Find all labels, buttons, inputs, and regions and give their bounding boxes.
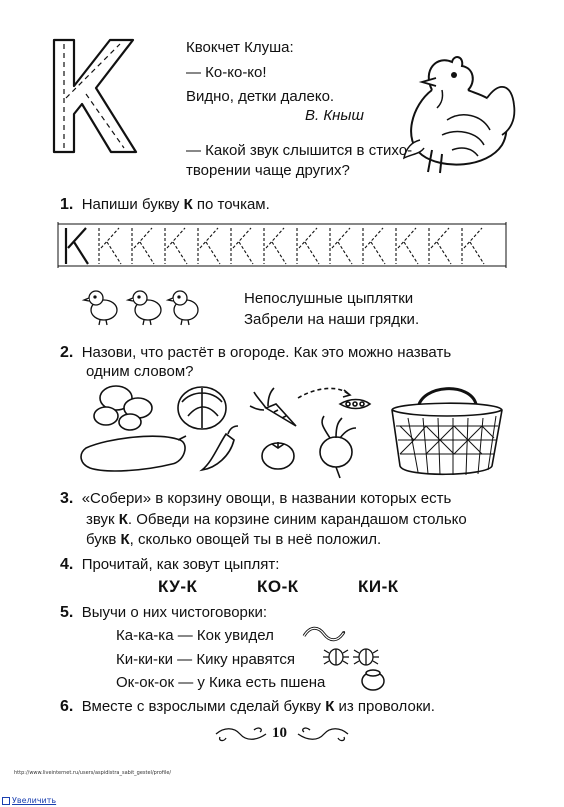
- task2-line-1: [60, 343, 451, 363]
- tracing-letter-k: [198, 228, 220, 264]
- task6-text-end: из проволоки.: [334, 698, 435, 715]
- task5-text: Выучи о них чистоговорки:: [81, 604, 267, 621]
- ornament-left: [214, 725, 268, 743]
- task3-bold-letter-2: К: [120, 531, 130, 548]
- task3-text-3b: , сколько овощей ты в неё положил.: [129, 531, 382, 548]
- task3-text-2a: звук: [86, 511, 119, 528]
- task3-text-3a: букв: [86, 531, 121, 548]
- vegetables-illustration: [78, 382, 518, 480]
- task3-text-2b: . Обведи на корзине синим карандашом столько: [127, 511, 467, 528]
- task2-number: 2.: [60, 344, 74, 361]
- cabbage-icon: [178, 387, 226, 429]
- big-letter-k: [40, 36, 140, 156]
- tracing-letter-k: [231, 228, 253, 264]
- poem2-line-2: Забрели на наши грядки.: [244, 311, 420, 328]
- ornament-right: [296, 725, 350, 743]
- poem1-line-2: — Ко-ко-ко!: [186, 64, 267, 81]
- task2-line-2: одним словом?: [86, 363, 194, 380]
- tracing-letter-k: [297, 228, 319, 264]
- tracing-letter-k: [165, 228, 187, 264]
- task2-text: Назови, что растёт в огороде. Как это можно назвать: [81, 344, 452, 361]
- bugs-icon: [322, 645, 382, 667]
- task1-number: 1.: [60, 196, 74, 213]
- task4-line: [60, 555, 279, 575]
- task3-line-1: [60, 489, 451, 509]
- poem1-line-3: Видно, детки далеко.: [186, 88, 335, 105]
- task1-text: Напиши букву: [81, 196, 184, 213]
- carrot-icon: [250, 388, 296, 426]
- chicks-illustration: [86, 288, 196, 326]
- task5-line: [60, 603, 267, 623]
- basket-icon: [392, 389, 502, 475]
- task1-bold-letter: К: [183, 196, 193, 213]
- task3-text-1: «Собери» в корзину овощи, в названии которых есть: [81, 490, 452, 507]
- tomato-icon: [262, 442, 294, 469]
- pea-pod-icon: [340, 400, 370, 409]
- task6-text: Вместе с взрослыми сделай букву: [81, 698, 326, 715]
- task3-number: 3.: [60, 490, 74, 507]
- task1: [60, 195, 270, 215]
- pot-icon: [360, 666, 386, 692]
- tracing-letter-k: [264, 228, 286, 264]
- task6-bold-letter: К: [325, 698, 335, 715]
- task5-number: 5.: [60, 604, 74, 621]
- tongue-twister-2: Ки-ки-ки — Кику нравятся: [116, 651, 296, 668]
- tracing-letter-k: [132, 228, 154, 264]
- chick-name-3: КИ-К: [358, 577, 399, 596]
- task3-bold-letter-1: К: [118, 511, 128, 528]
- task3-line-3: [86, 530, 381, 550]
- tracing-letter-k: [330, 228, 352, 264]
- tracing-letter-k: [396, 228, 418, 264]
- tracing-letter-k: [363, 228, 385, 264]
- question-line-2: творении чаще других?: [186, 162, 350, 179]
- task6-line: [60, 697, 435, 717]
- footer-url[interactable]: http://www.liveinternet.ru/users/aspidistra_sabit_gestel/profile/: [14, 770, 172, 776]
- potato-icon: [94, 386, 152, 430]
- zoom-link[interactable]: Увеличить: [12, 796, 57, 805]
- task3-line-2: [86, 510, 467, 530]
- zoom-icon[interactable]: [2, 797, 10, 805]
- task1-text-end: по точкам.: [192, 196, 270, 213]
- page-number: 10: [272, 725, 287, 741]
- tracing-letter-k: [99, 228, 121, 264]
- task6-number: 6.: [60, 698, 74, 715]
- beet-icon: [320, 416, 356, 478]
- tracing-letter-k: [66, 228, 88, 264]
- worm-icon: [300, 624, 348, 644]
- cucumber-icon: [81, 436, 186, 471]
- task4-number: 4.: [60, 556, 74, 573]
- pepper-icon: [202, 426, 238, 470]
- tongue-twister-3: Ок-ок-ок — у Кика есть пшена: [116, 674, 326, 691]
- question-line-1: — Какой звук слышится в стихо-: [186, 142, 413, 159]
- chick-name-1: КУ-К: [158, 577, 198, 596]
- footer-bar: [0, 781, 564, 807]
- chick-name-2: КО-К: [257, 577, 299, 596]
- task4-text: Прочитай, как зовут цыплят:: [81, 556, 280, 573]
- poem1-author: В. Кныш: [305, 107, 364, 124]
- poem2-line-1: Непослушные цыплятки: [244, 290, 414, 307]
- tracing-letter-k: [429, 228, 451, 264]
- tracing-letter-k: [462, 228, 484, 264]
- poem1-line-1: Квокчет Клуша:: [186, 39, 294, 56]
- letter-tracing-row: [58, 222, 508, 272]
- tongue-twister-1: Ка-ка-ка — Кок увидел: [116, 627, 274, 644]
